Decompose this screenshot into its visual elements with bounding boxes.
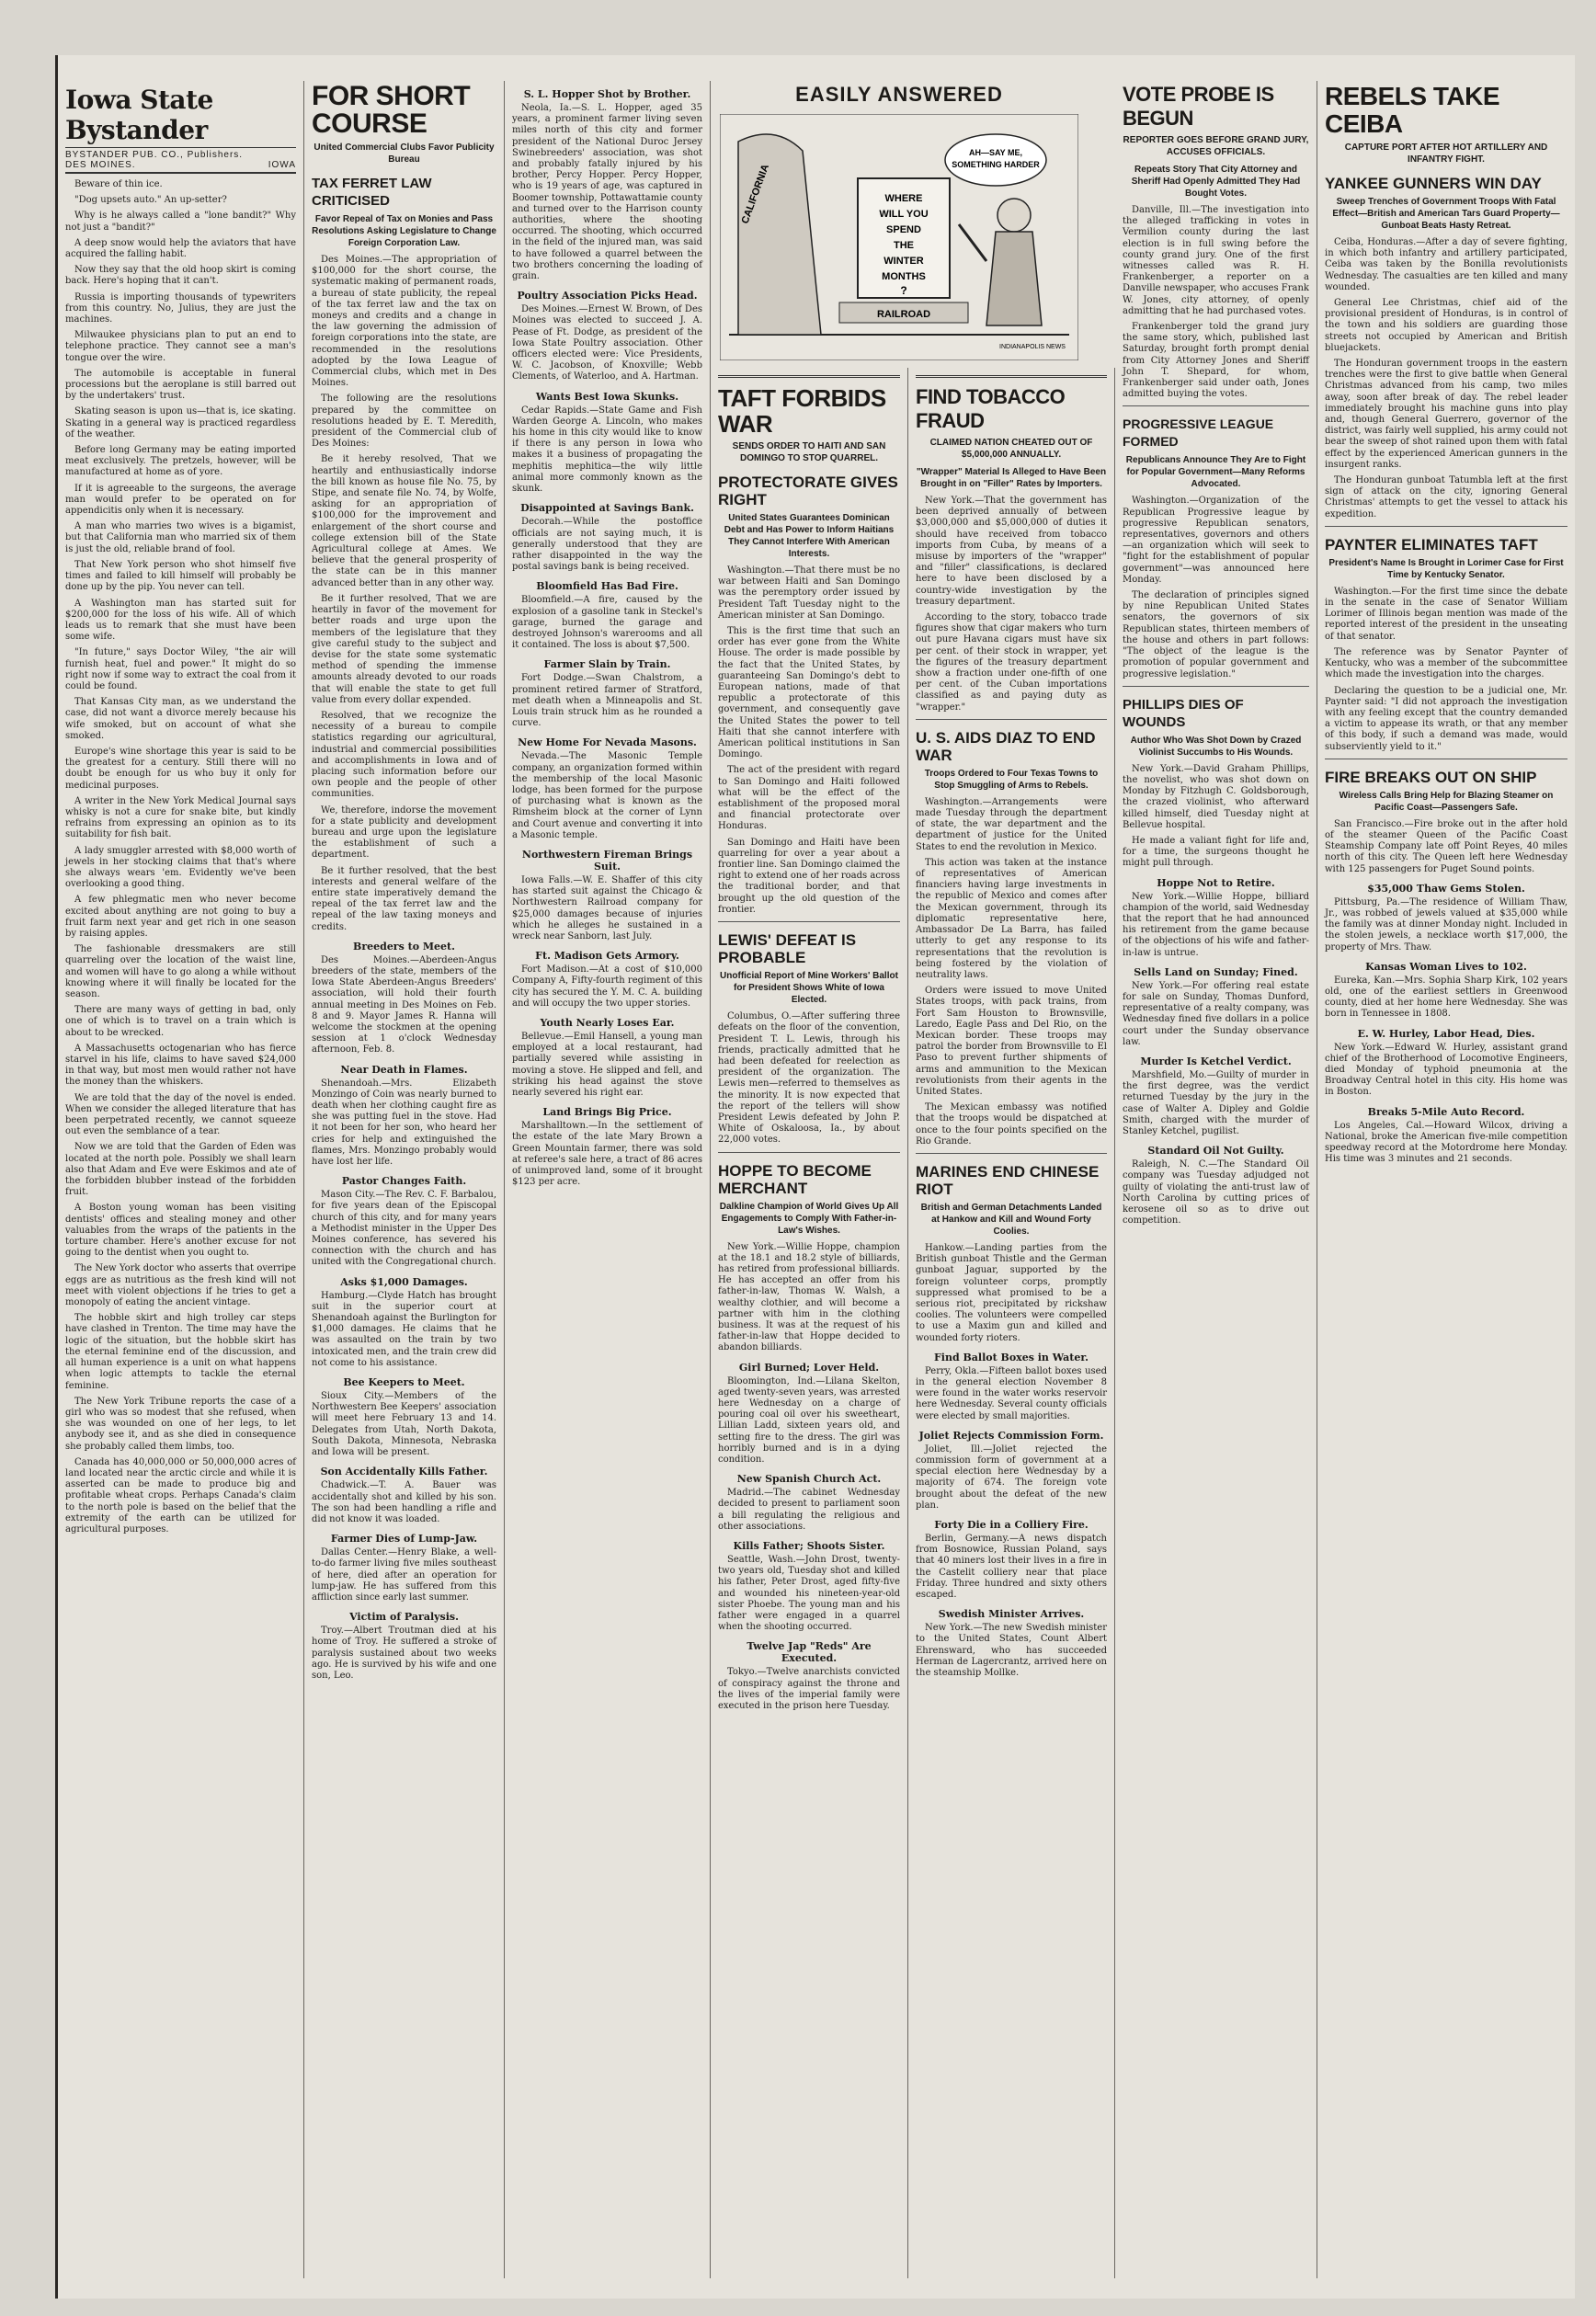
cartoon-title: EASILY ANSWERED [795,83,1003,106]
deck-favor-repeal: Favor Repeal of Tax on Monies and Pass Resolutions Asking Legislature to Change Foreign Corporation Law. [312,214,496,248]
svg-text:MONTHS: MONTHS [882,271,926,282]
brief-title: Near Death in Flames. [340,1063,468,1076]
article-paragraph: According to the story, tobacco trade figures show that cigar makers who turn out pure Havana cigars must have six per cent. of their stock in wrapper, yet the figures of the treasury department show a fraction under one-fifth of one per cent. of the Cuban importations classified as and paying duty as "wrapper." [916,612,1107,713]
brief-title: Poultry Association Picks Head. [517,290,698,302]
article-paragraph: We, therefore, indorse the movement for a state publicity and development bureau and urge upon the legislature the establishment of such a department. [312,804,496,861]
editorial-cartoon [720,114,1078,360]
subhead-yankee-gunners: YANKEE GUNNERS WIN DAY [1325,175,1542,192]
headline-tobacco-fraud: FIND TOBACCO FRAUD [916,385,1066,432]
article-paragraph: The Honduran government troops in the eastern trenches were the first to give battle when General Christmas advanced from his camp, two miles away, soon after break of day. The rebel leader immediately brought his machine guns into play and, though General Guerrero, governor of the district, was fairly well supplied, his army could not bear the sweep of shot rained upon them with fatal effect by the experienced American gunners in the insurgent ranks. [1325,359,1568,470]
brief-text: Nevada.—The Masonic Temple company, an organization formed within the membership of the local Masonic lodge, has been formed for the purpose of purchasing what is known as the Rimsheim block at the corner of Lynn and Court avenue and converting it into a Masonic temple. [512,751,702,840]
deck-paynter: President's Name Is Brought in Lorimer Case for First Time by Kentucky Senator. [1328,557,1564,580]
brief-title: Sells Land on Sunday; Fined. [1134,965,1298,978]
diaz-paragraphs [916,797,1107,1147]
article-paragraph: Why is he always called a "lone bandit?" Why not just a "bandit?" [65,211,296,233]
article-paragraph: That New York person who shot himself five times and failed to kill himself will probably be done up by the pip. You never can tell. [65,559,296,593]
brief-text: Joliet, Ill.—Joliet rejected the commission form of government at a special election here Wednesday by a majority of 674. The foreign vote brought about the defeat of the new plan. [916,1443,1107,1511]
brief-text: Bellevue.—Emil Hansell, a young man employed at a local restaurant, had partially severed while assisting in moving a stove. He slipped and fell, and striking his head against the stove nearly severed his right ear. [512,1032,702,1099]
article-paragraph: New York.—Willie Hoppe, champion at the 18.1 and 18.2 style of billiards, has retired from professional billiards. He has accepted an offer from his father-in-law, Thomas W. Walsh, a wealthy clothier, and will become a partner with him in the clothing business. It was at the request of his father-in-law that Hoppe decided to abandon billiards. [718,1241,900,1353]
brief-title: Hoppe Not to Retire. [1157,876,1275,889]
brief-title: Farmer Dies of Lump-Jaw. [330,1533,478,1546]
article-paragraph: San Francisco.—Fire broke out in the after hold of the steamer Queen of the Pacific Coast Steamship Company late off Point Reyes, 40 miles north of this city. The Queen left here Wednesday with 125 passengers for Puget Sound points. [1325,818,1568,874]
article-paragraph: Before long Germany may be eating imported meat exclusively. The pretzels, however, will be manufactured at home as of yore. [65,445,296,478]
subhead-fire-on-ship: FIRE BREAKS OUT ON SHIP [1325,768,1537,786]
brief-text: Troy.—Albert Troutman died at his home of Troy. He suffered a stroke of paralysis sustained about two weeks ago. He is survived by his wife and one son, Leo. [312,1626,496,1681]
article-paragraph: Resolved, that we recognize the necessity of a bureau to compile statistics regarding our agricultural, industrial and commercial possibilities and accomplishments in Iowa and of placing such information before our own people and the people of other communities. [312,710,496,800]
publisher: BYSTANDER PUB. CO., Publishers. [65,150,244,160]
article-paragraph: A deep snow would help the aviators that have acquired the falling habit. [65,237,296,260]
article-paragraph: This is the first time that such an order has ever gone from the White House. The order is made possible by the fact that the United States, by guaranteeing San Domingo's debt to European nations, made of that republic a protectorate of this government, and consequently gave the United States the power to tell Haiti that she cannot interfere with American political institutions in San Domingo. [718,626,900,760]
brief-title: Kills Father; Shoots Sister. [733,1540,885,1552]
article-paragraph: A man who marries two wives is a bigamist, but that California man who married six of them is just the old, reliable brand of fool. [65,521,296,554]
brief-title: Wants Best Iowa Skunks. [535,390,679,403]
svg-text:AH—SAY ME,: AH—SAY ME, [968,148,1023,157]
brief-text: Des Moines.—Aberdeen-Angus breeders of the state, members of the Iowa State Aberdeen-Angus Breeders' association, will hold their fourth annual meeting in Des Moines on Feb. 8 and 9. Mayor James R. Hanna will welcome the stockmen at the opening session at 1 o'clock Wednesday afternoon, Feb. 8. [312,954,496,1055]
brief-text: Decorah.—While the postoffice officials are not saying much, it is generally understood that they are rather disappointed in the way the postal savings bank is being received. [512,517,702,573]
brief-title: S. L. Hopper Shot by Brother. [523,88,691,100]
state: IOWA [268,160,296,170]
article-paragraph: We are told that the day of the novel is ended. When we consider the alleged literature that has been perpetrated recently, we cannot squeeze out even the semblance of a tear. [65,1092,296,1137]
article-paragraph: Hankow.—Landing parties from the British gunboat Thistle and the German gunboat Jaguar, supported by the foreign volunteer corps, promptly suppressed what promised to be a serious riot, precipitated by rickshaw coolies. The volunteers were compelled to use a Maxim gun and killed and wounded forty rioters. [916,1242,1107,1343]
brief-title: Find Ballot Boxes in Water. [934,1351,1089,1363]
article-paragraph: Des Moines.—The appropriation of $100,000 for the short course, the systematic making of permanent roads, a bureau of state publicity, the repeal of the tax ferret law and the tax on moneys and credits and a change in the law governing the admission of foreign corporations into the state, are recommended in the resolutions adopted by the Iowa League of Commercial clubs, which met in Des Moines. [312,255,496,389]
tobacco-paragraphs [916,496,1107,713]
brief-title: Bee Keepers to Meet. [343,1376,465,1389]
brief-text: Cedar Rapids.—State Game and Fish Warden George A. Lincoln, who makes his home in this city would like to know if there is any person in Iowa who makes it a business of propagating the mephitis mephitica—the wily little animal more commonly known as the skunk. [512,405,702,495]
brief-text: Sioux City.—Members of the Northwestern Bee Keepers' association will meet here February 13 and 14. Delegates from Utah, North Dakota, South Dakota, Minnesota, Nebraska and Iowa will be present. [312,1391,496,1458]
article-paragraph: The act of the president with regard to San Domingo and Haiti followed what will be the effect of the establishment of the proposed moral and financial protectorate over Honduras. [718,765,900,832]
ceiba-briefs [1325,883,1568,1166]
svg-text:SOMETHING HARDER: SOMETHING HARDER [952,160,1040,169]
ceiba-paragraphs [1325,237,1568,520]
svg-text:THE: THE [894,240,914,251]
lewis-paragraphs [718,1011,900,1146]
brief-title: Kansas Woman Lives to 102. [1365,960,1527,973]
brief-title: Pastor Changes Faith. [341,1175,467,1188]
deck-diaz: Troops Ordered to Four Texas Towns to Stop Smuggling of Arms to Rebels. [924,768,1099,791]
article-paragraph: "Dog upsets auto." An up-setter? [74,195,227,206]
article-paragraph: The hobble skirt and high trolley car steps have clashed in Trenton. The time may have the logic of the situation, but the hobble skirt has the eternal feminine end of the discussion, and all human experience is a unit on what happens when logic attempts to tackle the eternal feminine. [65,1313,296,1391]
brief-title: Forty Die in a Colliery Fire. [934,1519,1089,1532]
article-paragraph: Columbus, O.—After suffering three defeats on the floor of the convention, President T. L. Lewis, through his friends, practically admitted that he had been defeated for reelection as president of the organization. The Lewis men—referred to themselves as the minority. It is now expected that the report of the tellers will show President Lewis defeated by John P. White of Oskaloosa, Ia., by about 22,000 votes. [718,1011,900,1146]
taft-paragraphs [718,565,900,916]
brief-title: Twelve Jap "Reds" Are Executed. [747,1640,872,1665]
brief-title: New Home For Nevada Masons. [518,736,697,749]
article-paragraph: Washington.—For the first time since the debate in the senate in the case of Senator William Lorimer of Illinois began mention was made of the reported interest of the president in the unseating of that senator. [1325,586,1568,642]
brief-text: New York.—The new Swedish minister to the United States, Count Albert Ehrensward, who has succeeded Herman de Lagercrantz, arrived here on the steamship Mollke. [916,1623,1107,1679]
deck-hoppe: Dalkline Champion of World Gives Up All Engagements to Comply With Father-in-Law's Wishes. [719,1201,899,1236]
brief-text: Chadwick.—T. A. Bauer was accidentally shot and killed by his son. The son had been handling a rifle and did not know it was loaded. [312,1480,496,1524]
article-paragraph: The Honduran gunboat Tatumbla left at the first sign of attack on the city, ignoring General Christmas' attempts to get the vessel to attack his expedition. [1325,475,1568,519]
brief-title: $35,000 Thaw Gems Stolen. [1367,882,1525,895]
headline-vote-probe: VOTE PROBE IS BEGUN [1123,83,1274,130]
tobacco-column-briefs [916,1352,1107,1679]
progressive-paragraphs [1123,496,1309,679]
brief-title: E. W. Hurley, Labor Head, Dies. [1357,1027,1535,1040]
deck-lewis: Unofficial Report of Mine Workers' Ballot for President Shows White of Iowa Elected. [720,971,898,1006]
brief-text: Neola, Ia.—S. L. Hopper, aged 35 years, a prominent farmer living seven miles north of this city and former president of the National Duroc Jersey Swinebreeders' association, was shot and probably fatally injured by his brother, Percy Hopper. Percy Hopper, who is 19 years of age, was captured in Boomer township, Pottawattamie county and turned over to the Harrison county authorities, where the shooting occurred. The shooting, which occurred in the field of the injured man, was said to have followed a quarrel between the two brothers concerning the loading of grain. [512,103,702,282]
brief-text: Bloomington, Ind.—Lilana Skelton, aged twenty-seven years, was arrested here Wednesday on a charge of pouring coal oil over his sweetheart, Lillian Ladd, sixteen years old, and setting fire to the dress. The girl was horribly burned and is in a dying condition. [718,1375,900,1465]
brief-text: Fort Dodge.—Swan Chalstrom, a prominent retired farmer of Stratford, met death when a Minneapolis and St. Louis train struck him as he rounded a curve. [512,673,702,729]
article-paragraph: If it is agreeable to the surgeons, the average man would prefer to be operated on for appendicitis only when it is necessary. [65,483,296,517]
brief-text: Marshalltown.—In the settlement of the estate of the late Mary Brown a Green Mountain farmer, there was sold at referee's sale here, a tract of 86 acres of unimproved land, some of it brought $123 per acre. [512,1121,702,1188]
svg-text:WILL YOU: WILL YOU [879,209,929,220]
brief-text: Pittsburg, Pa.—The residence of William Thaw, Jr., was robbed of jewels valued at $35,000 while the family was at dinner Monday night. Included in the stolen jewels, a necklace worth $17,000, the property of Mrs. Thaw. [1325,896,1568,953]
tobacco-column [908,368,1115,2278]
subhead-paynter: PAYNTER ELIMINATES TAFT [1325,535,1538,553]
article-paragraph: Now we are told that the Garden of Eden was located at the north pole. Possibly we shall learn also that Adam and Eve were Eskimos and ate of the forbidden blubber instead of the forbidden fruit. [65,1142,296,1198]
deck-ceiba: CAPTURE PORT AFTER HOT ARTILLERY AND INFANTRY FIGHT. [1344,143,1548,165]
short-course-paragraphs [312,255,496,933]
svg-text:WHERE: WHERE [884,193,923,204]
paynter-paragraphs [1325,587,1568,753]
subhead-hoppe-merchant: HOPPE TO BECOME MERCHANT [718,1161,872,1197]
brief-title: Bloomfield Has Bad Fire. [536,580,678,593]
article-paragraph: Ceiba, Honduras.—After a day of severe fighting, in which both infantry and artillery participated, Ceiba was taken by the Bonilla revolutionists Wednesday. The casualties are ten killed and many wounded. [1325,237,1568,292]
brief-title: Swedish Minister Arrives. [938,1608,1085,1621]
svg-text:WINTER: WINTER [884,256,924,267]
article-paragraph: There are many ways of getting in bad, only one of which is to travel on a train which is about to be wrecked. [65,1005,296,1038]
iowa-briefs [312,941,496,1682]
article-paragraph: A Boston young woman has been visiting dentists' offices and stealing money and other valuables from the wraps of the patients in the torture chamber. Here's another excuse for not going to the dentist when you ought to. [65,1203,296,1259]
brief-title: Disappointed at Savings Bank. [520,502,694,515]
hoppe-paragraphs [718,1242,900,1354]
brief-text: Mason City.—The Rev. C. F. Barbalou, for five years dean of the Episcopal church of this city, and for many years a Methodist minister in the Upper Des Moines conference, has severed his connection with the church and has united with the Congregational church. [312,1190,496,1268]
phillips-paragraphs [1123,764,1309,870]
article-paragraph: The declaration of principles signed by nine Republican United States senators, the governors of six Republican states, thirteen members of the house and others in part follows: "The object of the league is the promotion of popular government and progressive legislation." [1123,590,1309,679]
deck-tobacco: CLAIMED NATION CHEATED OUT OF $5,000,000 ANNUALLY. [929,438,1093,460]
article-paragraph: The New York Tribune reports the case of a girl who was so modest that she refused, when she was wounded on one of her legs, to let anybody see it, and as she died in consequence she probably called them limbs, too. [65,1396,296,1452]
brief-text: Berlin, Germany.—A news dispatch from Bosnowice, Russian Poland, says that 40 miners lost their lives in a fire in the Castelit colliery near that place Friday. Three hundred and sixty others escaped. [916,1534,1107,1601]
riot-paragraphs [916,1243,1107,1344]
article-paragraph: General Lee Christmas, chief aid of the provisional president of Honduras, is in control of the town and his soldiers are guarding those streets not occupied by American and British bluejackets. [1325,298,1568,353]
cartoon-credit: INDIANAPOLIS NEWS [999,344,1066,350]
brief-title: Northwestern Fireman Brings Suit. [521,848,693,873]
article-paragraph: New York.—That the government has been deprived annually of between $3,000,000 and $5,000,000 of duties it should have received from tobacco imports from Cuba, by means of a misuse by importers of the "wrapper" and "filler" classifications, is declared here to have been disclosed by a country-wide investigation by the treasury department. [916,496,1107,607]
article-paragraph: Orders were issued to move United States troops, with pack trains, from Fort Sam Houston to Brownsville, Laredo, Eagle Pass and Del Rio, on the Mexican border. These troops may patrol the border from Brownsville to El Paso to prevent further shipments of arms and ammunition to the Mexican revolutionists from their agents in the United States. [916,986,1107,1097]
brief-text: Raleigh, N. C.—The Standard Oil company was Tuesday adjudged not guilty of violating the anti-trust law of North Carolina by cutting prices of kerosene oil so as to drive out competition. [1123,1159,1309,1226]
brief-text: Shenandoah.—Mrs. Elizabeth Monzingo of Coin was nearly burned to death when her clothing caught fire as she was putting fuel in the stove. Had it not been for her son, who heard her cries for help and extinguished the flames, Mrs. Monzingo probably would have lost her life. [312,1078,496,1168]
deck-publicity-bureau: United Commercial Clubs Favor Publicity Bureau [314,143,495,165]
editorial-paragraphs [65,179,296,1535]
editorial-column [58,81,304,2278]
place: DES MOINES. [65,160,136,170]
brief-title: Land Brings Big Price. [542,1106,672,1119]
brief-title: Breaks 5-Mile Auto Record. [1367,1105,1525,1118]
brief-text: New York.—For offering real estate for sale on Sunday, Thomas Dunford, representative of a realty company, was Wednesday fined five dollars in a police court under the Sunday observance law. [1123,980,1309,1047]
brief-text: Los Angeles, Cal.—Howard Wilcox, driving a National, broke the American five-mile competition speedway record at the Motordrome here Monday. His time was 3 minutes and 21 seconds. [1325,1120,1568,1165]
cartoon-map-label: CALIFORNIA [739,163,772,226]
state-news-briefs [512,88,702,1188]
brief-title: New Spanish Church Act. [736,1473,882,1486]
article-paragraph: San Domingo and Haiti have been quarreling for over a year about a frontier line. San Domingo claimed the right to extend one of her roads across the traditional border, and that brought up the old question of the frontier. [718,837,900,915]
brief-text: Marshfield, Mo.—Guilty of murder in the first degree, was the verdict returned Tuesday by the jury in the case of Walter A. Dipley and Goldie Smith, charged with the murder of Stanley Ketchel, pugilist. [1123,1069,1309,1136]
brief-text: Hamburg.—Clyde Hatch has brought suit in the superior court at Shenandoah against the Burlington for $1,000 damages. He claims that he was assaulted on the train by two intoxicated men, and the train crew did not come to his assistance. [312,1290,496,1368]
vote-probe-briefs [1123,877,1309,1227]
short-course-column [304,81,505,2278]
subhead-chinese-riot: MARINES END CHINESE RIOT [916,1162,1100,1198]
brief-title: Victim of Paralysis. [349,1611,459,1624]
taft-column-briefs [718,1362,900,1713]
article-paragraph: Beware of thin ice. [74,179,163,189]
headline-short-course: FOR SHORT COURSE [312,81,471,139]
article-paragraph: The fashionable dressmakers are still quarreling over the location of the waist line, and women will have to go along a while without knowing where it will finally be located for the season. [65,944,296,999]
headline-taft-forbids-war: TAFT FORBIDS WAR [718,384,886,438]
deck-repeats-story: Repeats Story That City Attorney and Sheriff Had Openly Admitted They Had Bought Votes. [1131,165,1301,199]
article-paragraph: Danville, Ill.—The investigation into the alleged trafficking in votes in Vermilion county during the last election is in full swing before the county grand jury. One of the first witnesses called was R. H. Frankenberger, a reporter on a Danville newspaper, who accuses Frank W. Jones, city attorney, of openly admitting that he had purchased votes. [1123,205,1309,316]
deck-vote-probe: REPORTER GOES BEFORE GRAND JURY, ACCUSES OFFICIALS. [1123,135,1309,157]
brief-title: Standard Oil Not Guilty. [1147,1145,1284,1158]
article-paragraph: The New York doctor who asserts that overripe eggs are as nutritious as the fresh kind will not meet with violent objections if he tries to get a monopoly of eating the ancient vintage. [65,1263,296,1308]
headline-rebels-take-ceiba: REBELS TAKE CEIBA [1325,82,1499,138]
masthead-title: Iowa State Bystander [65,85,213,145]
svg-text:?: ? [900,284,907,297]
brief-text: Seattle, Wash.—John Drost, twenty-two years old, Tuesday shot and killed his father, Peter Drost, aged fifty-five and wounded his nineteen-year-old sister Phoebe. The young man and his father were engaged in a quarrel when the shooting occurred. [718,1555,900,1633]
deck-progressive: Republicans Announce They Are to Fight for Popular Government—Many Reforms Advocated. [1125,455,1306,490]
subhead-progressive-league: PROGRESSIVE LEAGUE FORMED [1123,416,1274,450]
subhead-tax-ferret: TAX FERRET LAW CRITICISED [312,176,432,209]
brief-text: Des Moines.—Ernest W. Brown, of Des Moines was elected to succeed J. A. Pease of Ft. Dodge, as president of the Iowa State Poultry association. Other officers elected were: Vice Presidents, W. C. Jacobson, of Knoxville; Webb Clements, of Waterloo, and A. Hartman. [512,304,702,382]
state-news-column [505,81,711,2278]
brief-title: Joliet Rejects Commission Form. [918,1429,1104,1442]
brief-text: Dallas Center.—Henry Blake, a well-to-do farmer living five miles southeast of here, died after an operation for lump-jaw. He has suffered from this affliction since early last summer. [312,1547,496,1603]
brief-text: Tokyo.—Twelve anarchists convicted of conspiracy against the throne and the lives of the imperial family were executed in the prison here Tuesday. [718,1667,900,1712]
article-paragraph: The automobile is acceptable in funeral processions but the aeroplane is still barred out by the undertakers' trust. [65,368,296,402]
brief-title: Breeders to Meet. [353,940,455,953]
brief-text: Bloomfield.—A fire, caused by the explosion of a gasoline tank in Steckel's garage, burned the garage and destroyed Johnson's warerooms and all it contained. The loss is about $7,500. [512,595,702,651]
article-paragraph: New York.—David Graham Phillips, the novelist, who was shot down on Monday by Fitzhugh C. Goldsborough, the crazed violinist, who afterward killed himself, died Tuesday night at Bellevue hospital. [1123,763,1309,830]
article-paragraph: That Kansas City man, as we understand the case, did not want a divorce merely because his wife smoked, but on account of what she smoked. [65,697,296,741]
article-paragraph: A Washington man has started suit for $200,000 for the loss of his wife. All of which leads us to remark that she must have been some wife. [65,598,296,643]
brief-text: Madrid.—The cabinet Wednesday decided to present to parliament soon a bill regulating the religious and other associations. [718,1488,900,1532]
taft-column [711,368,908,2278]
article-paragraph: Washington.—Organization of the Republican Progressive league by progressive Republican senators, representatives, governors and others—an organization which will seek to "fight for the establishment of popular government"—was announced here Monday. [1123,496,1309,585]
deck-taft: SENDS ORDER TO HAITI AND SAN DOMINGO TO STOP QUARREL. [732,441,886,463]
newspaper-page [55,55,1575,2299]
brief-title: Son Accidentally Kills Father. [320,1466,488,1478]
article-paragraph: Declaring the question to be a judicial one, Mr. Paynter said: "I did not approach the investigation with any feeling except that the country demanded a victim to appease its wrath, or that any member of this body, if such a demand was made, would subserviently yield to it." [1325,685,1568,752]
brief-text: New York.—Willie Hoppe, billiard champion of the world, said Wednesday that the report that he had announced his retirement from the game because of the objections of his wife and father-in-law is untrue. [1123,891,1309,958]
article-paragraph: Frankenberger told the grand jury the same story, which, published last Saturday, brought forth prompt denial from City Attorney Jones and Sheriff John T. Shepard, for whom, Frankenberger said under oath, Jones admitted buying the votes. [1123,322,1309,400]
brief-text: Perry, Okla.—Fifteen ballot boxes used in the general election November 8 were found in the water works reservoir here Wednesday. Several county officials were elected by small majorities. [916,1365,1107,1421]
article-paragraph: A Massachusetts octogenarian who has fierce starvel in his life, claims to have saved $24,000 in that way, but most men would rather not have the money than the whiskers. [65,1043,296,1088]
article-paragraph: "In future," says Doctor Wiley, "the air will furnish heat, fuel and power." It might do so right now if some way to extract the coal from it could be found. [65,647,296,691]
subhead-phillips: PHILLIPS DIES OF WOUNDS [1123,696,1244,730]
vote-probe-column [1115,81,1317,2278]
article-paragraph: A writer in the New York Medical Journal says whisky is not a cure for snake bite, but kindly refrains from expressing an opinion as to its suitability for fish bait. [65,795,296,840]
deck-yankee: Sweep Trenches of Government Troops With Fatal Effect—British and American Tars Guard Property—Gunboat Beats Hasty Retreat. [1332,197,1560,231]
deck-wrapper: "Wrapper" Material Is Alleged to Have Been Brought in on "Filler" Rates by Importers. [916,467,1107,489]
article-paragraph: Russia is importing thousands of typewriters from this country. No, Julius, they are just the machines. [65,291,296,325]
brief-text: Fort Madison.—At a cost of $10,000 Company A, Fifty-fourth regiment of this city has secured the Y. M. C. A. building and will occupy the two upper stories. [512,964,702,1009]
brief-title: Asks $1,000 Damages. [340,1275,468,1288]
cartoon-rail-label: RAILROAD [876,309,931,320]
article-paragraph: Milwaukee physicians plan to put an end to telephone practice. They cannot see a man's tongue over the wire. [65,330,296,363]
article-paragraph: The reference was by Senator Paynter of Kentucky, who was a member of the subcommittee which made the investigation into the charges. [1325,646,1568,680]
brief-title: Ft. Madison Gets Armory. [535,950,679,963]
deck-fire-ship: Wireless Calls Bring Help for Blazing Steamer on Pacific Coast—Passengers Safe. [1339,790,1554,813]
deck-protectorate: United States Guarantees Dominican Debt and Has Power to Inform Haitians They Cannot Interfere With American Interests. [724,513,895,559]
deck-phillips: Author Who Was Shot Down by Crazed Violinist Succumbs to His Wounds. [1130,735,1302,758]
article-paragraph: Be it hereby resolved, That we heartily and enthusiastically indorse the bill known as house file No. 75, by Stipe, and senate file No. 74, by Wolfe, asking for an appropriation of $100,000 for the improvement and enlargement of the short course and college extension bill of the State Agricultural college at Ames. We believe that the general prosperity of the state can be in this manner advanced better than in any other way. [312,454,496,588]
brief-text: Iowa Falls.—W. E. Shaffer of this city has started suit against the Chicago & Northwestern Railroad company for $25,000 damages because of injuries which he alleges he sustained in a wreck near Sanborn, last July. [512,874,702,941]
article-paragraph: Canada has 40,000,000 or 50,000,000 acres of land located near the arctic circle and while it is asserted can be made to produce big and profitable wheat crops. Perhaps Canada's claim to the north pole is based on the belief that the extremity of the earth can be utilized for agricultural purposes. [65,1456,296,1534]
brief-title: Murder Is Ketchel Verdict. [1140,1055,1292,1067]
fire-ship-paragraphs [1325,819,1568,875]
article-paragraph: Washington.—Arrangements were made Tuesday through the department of state, the war department and the department of justice for the United States to end the revolution in Mexico. [916,796,1107,852]
article-paragraph: Now they say that the old hoop skirt is coming back. Here's hoping that it can't. [65,265,296,287]
article-paragraph: A few phlegmatic men who never become excited about anything are not going to buy a fruit farm next year and get rich in one season by raising apples. [65,895,296,939]
article-paragraph: A lady smuggler arrested with $8,000 worth of jewels in her stocking claims that that's where she always wears 'em. Evidently we've been overlooking a good thing. [65,845,296,890]
article-paragraph: This action was taken at the instance of representatives of American financiers having large investments in the republic of Mexico and comes after the Mexican government, through its diplomatic representative here, Ambassador De La Barra, has failed utterly to get any response to its representations that the revolution is being fostered by the violation of neutrality laws. [916,857,1107,980]
article-paragraph: Washington.—That there must be no war between Haiti and San Domingo was the peremptory order issued by President Taft Tuesday night to the American minister at San Domingo. [718,565,900,621]
article-paragraph: Be it further resolved, that the best interests and general welfare of the entire state imperatively demand the repeal of the tax ferret law and the repeal of the law taxing moneys and credits. [312,865,496,932]
brief-title: Farmer Slain by Train. [543,658,671,671]
article-paragraph: Europe's wine shortage this year is said to be the greatest for a century. Still there will no doubt be enough for us who buy it only for medicinal purposes. [65,746,296,791]
article-paragraph: He made a valiant fight for life and, for a time, the surgeons thought he might pull through. [1123,835,1309,869]
article-paragraph: Skating season is upon us—that is, ice skating. Skating in a general way is practiced regardless of the weather. [65,406,296,439]
vote-probe-paragraphs [1123,205,1309,400]
subhead-protectorate: PROTECTORATE GIVES RIGHT [718,473,898,508]
ceiba-column [1317,81,1575,2278]
article-paragraph: The following are the resolutions prepared by the committee on resolutions headed by E. T. Meredith, president of the Commercial club of Des Moines: [312,394,496,450]
brief-title: Youth Nearly Loses Ear. [540,1017,675,1029]
brief-text: Eureka, Kan.—Mrs. Sophia Sharp Kirk, 102 years old, one of the earliest settlers in Greenwood county, died at her home here Wednesday. She was born in Tennessee in 1808. [1325,975,1568,1020]
deck-chinese-riot: British and German Detachments Landed at Hankow and Kill and Wound Forty Coolies. [920,1202,1102,1237]
article-paragraph: Be it further resolved, That we are heartily in favor of the movement for better roads and urge upon the members of the legislature that they give careful study to the subject and devise for the state some systematic method of spending the immense amounts already devoted to our roads that will enable the state to get full value from every dollar expended. [312,593,496,705]
subhead-lewis-defeat: LEWIS' DEFEAT IS PROBABLE [718,931,857,967]
svg-text:SPEND: SPEND [886,224,921,235]
article-paragraph: The Mexican embassy was notified that the troops would be dispatched at once to the four points specified on the Rio Grande. [916,1102,1107,1147]
subhead-diaz: U. S. AIDS DIAZ TO END WAR [916,728,1096,764]
brief-text: New York.—Edward W. Hurley, assistant grand chief of the Brotherhood of Locomotive Engineers, died Monday of typhoid pneumonia at the Broadway Central hotel in this city. His home was in Boston. [1325,1042,1568,1098]
brief-title: Girl Burned; Lover Held. [738,1361,880,1374]
masthead-publisher-line [65,147,296,174]
